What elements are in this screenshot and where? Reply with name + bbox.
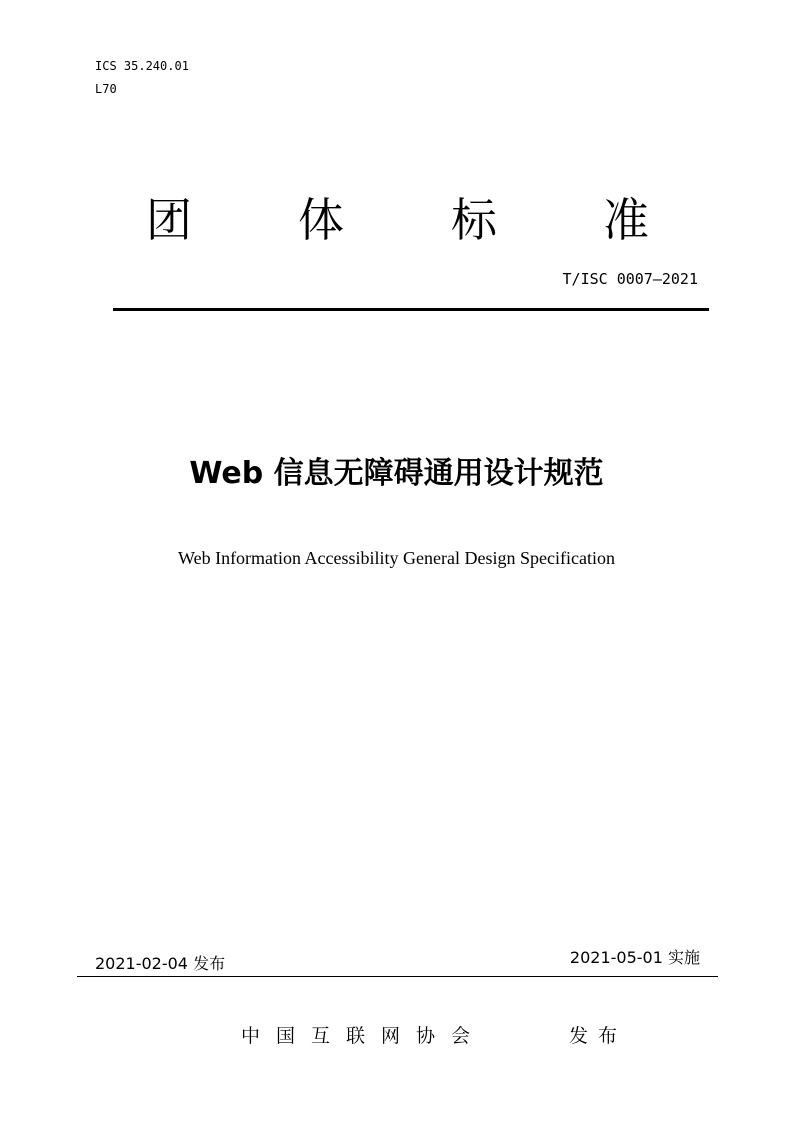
publish-label: 发布: [569, 1025, 628, 1047]
standard-type-char: 准: [603, 193, 649, 247]
document-title-en: Web Information Accessibility General Design Specification: [178, 548, 615, 568]
classification-code: L70: [95, 82, 117, 96]
header-divider: [113, 308, 709, 311]
publisher-name: 中国互联网协会: [241, 1025, 487, 1047]
standard-type-char: 团: [146, 193, 192, 247]
implement-date: 2021-05-01 实施: [569, 948, 700, 967]
standard-type-char: 标: [451, 193, 497, 247]
issue-date: 2021-02-04 发布: [95, 954, 226, 973]
footer-divider: [77, 976, 718, 977]
standard-type-char: 体: [298, 193, 344, 247]
standard-number: T/ISC 0007—2021: [562, 270, 698, 288]
document-title-cn: Web 信息无障碍通用设计规范: [189, 456, 604, 491]
ics-code: ICS 35.240.01: [95, 59, 189, 73]
